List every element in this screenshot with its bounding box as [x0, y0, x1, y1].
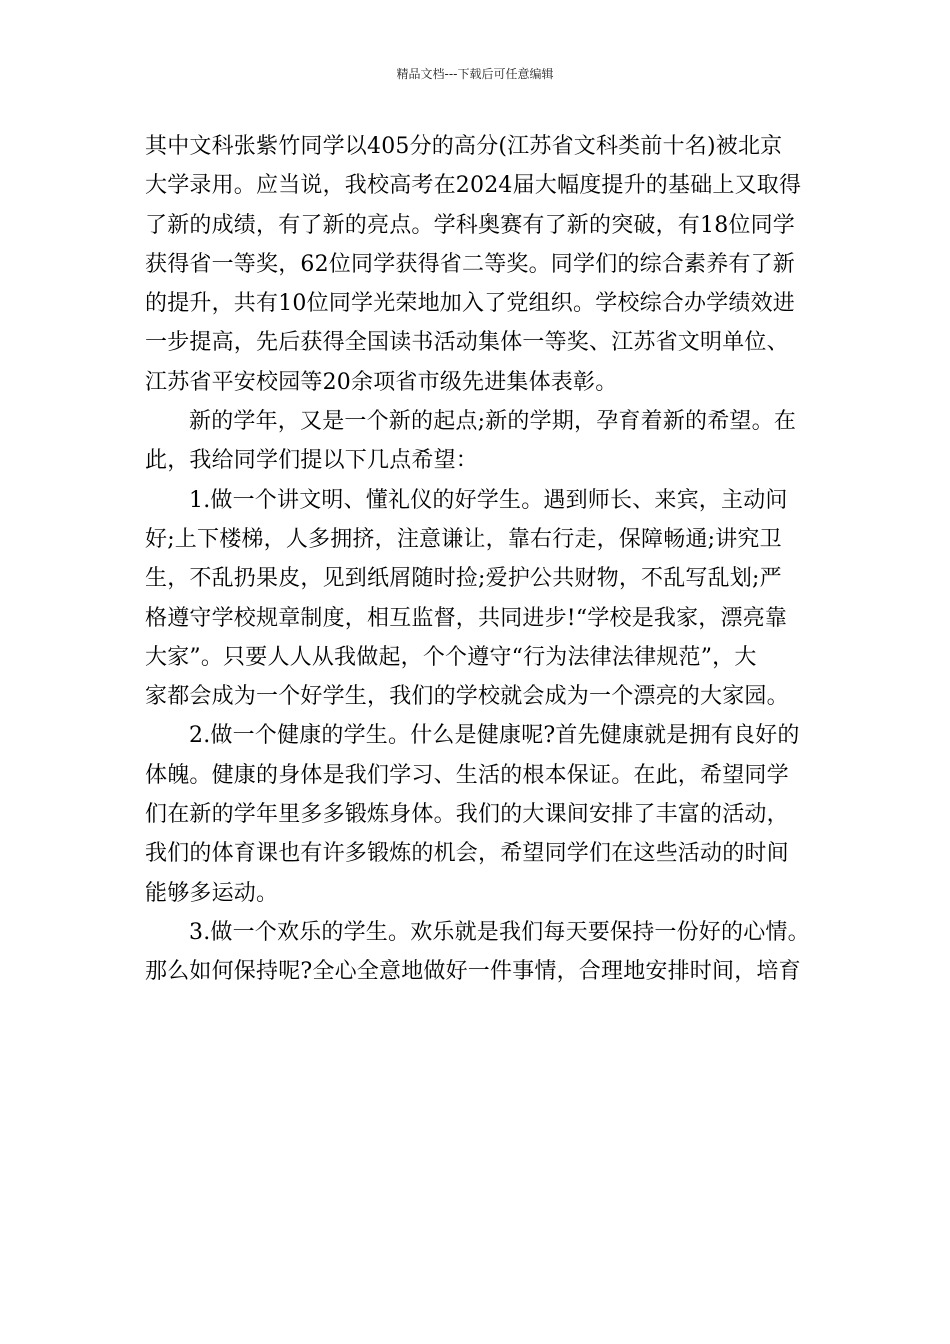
text-line: 能够多运动。	[145, 880, 279, 906]
text-line: 大家”。只要人人从我做起，个个遵守“行为法律法律规范”，大	[145, 644, 757, 670]
text-line: 此，我给同学们提以下几点希望：	[145, 448, 479, 474]
text-line: 生，不乱扔果皮，见到纸屑随时捡;爱护公共财物，不乱写乱划;严	[145, 566, 782, 592]
text-line: 江苏省平安校园等20余项省市级先进集体表彰。	[145, 369, 618, 395]
text-line: 大学录用。应当说，我校高考在2024届大幅度提升的基础上又取得	[145, 173, 802, 199]
paragraph-2	[145, 402, 817, 481]
text-line: 了新的成绩，有了新的亮点。学科奥赛有了新的突破，有18位同学	[145, 212, 795, 238]
text-line: 1.做一个讲文明、懂礼仪的好学生。遇到师长、来宾，主动问	[189, 487, 788, 513]
text-line: 新的学年，又是一个新的起点;新的学期，孕育着新的希望。在	[189, 409, 797, 435]
text-line: 一步提高，先后获得全国读书活动集体一等奖、江苏省文明单位、	[145, 330, 789, 356]
text-line: 其中文科张紫竹同学以405分的高分(江苏省文科类前十名)被北京	[145, 134, 783, 159]
document-body	[145, 127, 817, 992]
text-line: 2.做一个健康的学生。什么是健康呢?首先健康就是拥有良好的	[189, 723, 800, 749]
text-line: 格遵守学校规章制度，相互监督，共同进步!“学校是我家，漂亮靠	[145, 605, 788, 631]
text-line: 我们的体育课也有许多锻炼的机会，希望同学们在这些活动的时间	[145, 841, 789, 867]
paragraph-3	[145, 481, 817, 717]
paragraph-5	[145, 913, 817, 992]
text-line: 那么如何保持呢?全心全意地做好一件事情，合理地安排时间，培育	[145, 959, 801, 985]
text-line: 们在新的学年里多多锻炼身体。我们的大课间安排了丰富的活动，	[145, 802, 789, 828]
text-line: 家都会成为一个好学生，我们的学校就会成为一个漂亮的大家园。	[145, 684, 789, 710]
text-line: 的提升，共有10位同学光荣地加入了党组织。学校综合办学绩效进	[145, 291, 795, 317]
paragraph-1	[145, 127, 817, 402]
text-line: 体魄。健康的身体是我们学习、生活的根本保证。在此，希望同学	[145, 762, 789, 788]
page-header: 精品文档---下载后可任意编辑	[396, 67, 554, 81]
text-line: 3.做一个欢乐的学生。欢乐就是我们每天要保持一份好的心情。	[189, 919, 810, 945]
paragraph-4	[145, 716, 817, 912]
text-line: 好;上下楼梯，人多拥挤，注意谦让，靠右行走，保障畅通;讲究卫	[145, 526, 782, 552]
text-line: 获得省一等奖，62位同学获得省二等奖。同学们的综合素养有了新	[145, 251, 795, 277]
